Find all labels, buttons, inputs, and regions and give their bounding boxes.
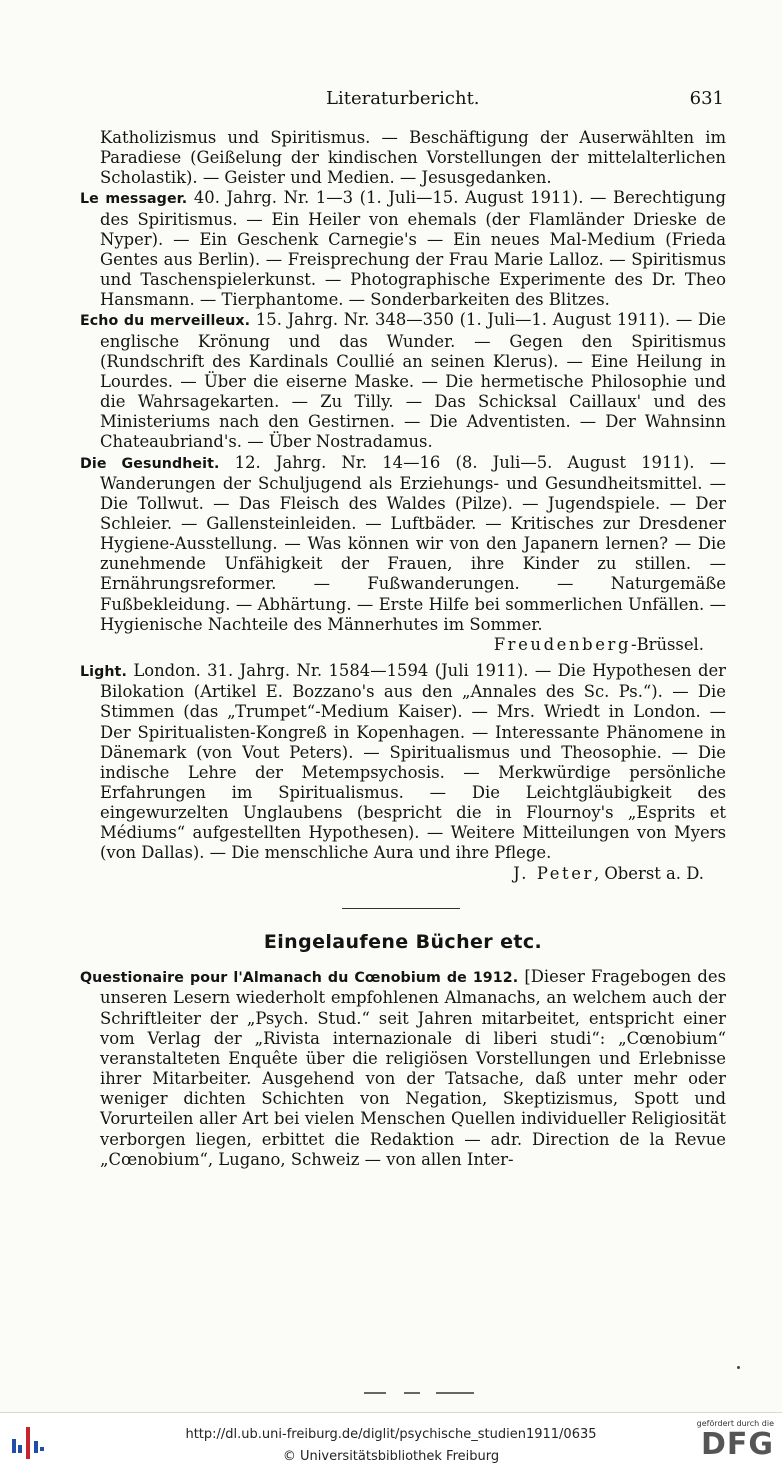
journal-name: Echo du merveilleux. <box>80 313 251 330</box>
entry-text: 12. Jahrg. Nr. 14—16 (8. Juli—5. August 1911). — Wanderungen der Schuljugend als Erziehungs- und Gesundheitsmittel. — Die Tollwut. — Das Fleisch des Waldes (Pilze). — Jugendspiele. — Der Schleier. — Gallensteinleiden. — Luftbäder. — Kritisches zur Dresdener Hygiene-Ausstellung. — Was können wir von den Japanern lernen? — Die zunehmende Unfähigkeit der Frauen, ihre Kinder zu stillen. — Ernährungsreformer. — Fußwanderungen. — Naturgemäße Fußbekleidung. — Abhärtung. — Erste Hilfe bei sommerlichen Unfällen. — Hygienische Nachteile des Männerhutes im Sommer. <box>100 452 726 634</box>
reviewer-name: J. Peter <box>513 863 594 883</box>
entry-text: [Dieser Fragebogen des unseren Lesern wiederholt empfohlenen Almanachs, an welchem auch der Schriftleiter der „Psych. Stud.“ seit Jahren mitarbeitet, entspricht einer vom Verlag der „Rivista internazionale di liberi studi“: „Cœnobium“ veranstalteten Enquête über die religiösen Vorstellungen und Erlebnisse ihrer Mitarbeiter. Ausgehend von der Tatsache, daß unter mehr oder weniger dichten Schichten von Negation, Skeptizismus, Spott und Vorurteilen aller Art bei vielen Menschen Quellen individueller Religiosität verborgen liegen, erbittet die Redaktion — adr. Direction de la Revue „Cœnobium“, Lugano, Schweiz — von allen Inter- <box>100 967 726 1169</box>
entry-text: Katholizismus und Spiritismus. — Beschäftigung der Auserwählten im Paradiese (Geißelung der kindischen Vorstellungen der mittelalterlichen Scholastik). — Geister und Medien. — Jesusgedanken. <box>100 128 726 188</box>
entry-die-gesundheit <box>80 453 726 635</box>
section-divider <box>342 908 460 910</box>
dfg-logo-text: DFG <box>700 1427 774 1462</box>
reviewer-name: Freudenberg <box>493 634 632 654</box>
running-header <box>80 88 724 114</box>
page-number: 631 <box>689 88 724 109</box>
entry-text: 40. Jahrg. Nr. 1—3 (1. Juli—15. August 1911). — Berechtigung des Spiritismus. — Ein Heiler von ehemals (der Flamländer Drieske de Nyper). — Ein Geschenk Carnegie's — Ein neues Mal-Medium (Frieda Gentes aus Berlin). — Freisprechung der Frau Marie Lalloz. — Spiritismus und Taschenspielerkunst. — Photographische Experimente des Dr. Theo Hansmann. — Tierphantome. — Sonderbarkeiten des Blitzes. <box>100 188 726 310</box>
viewer-footer <box>0 1412 782 1470</box>
bottom-marks <box>364 1392 484 1394</box>
entry-echo-du-merveilleux <box>80 310 726 452</box>
entry-text: 15. Jahrg. Nr. 348—350 (1. Juli—1. August 1911). — Die englische Krönung und das Wunder. — Gegen den Spiritismus (Rundschrift des Kardinals Coullié an seinen Klerus). — Eine Heilung in Lourdes. — Über die eiserne Maske. — Die hermetische Philosophie und die Wahrsagekarten. — Zu Tilly. — Das Schicksal Caillaux' und des Ministeriums nach den Gestirnen. — Die Adventisten. — Der Wahnsinn Chateaubriand's. — Über Nostradamus. <box>100 310 726 452</box>
book-title: Questionaire pour l'Almanach du Cœnobium de 1912. <box>80 970 519 987</box>
running-title: Literaturbericht. <box>326 88 480 109</box>
funder-caption: gefördert durch die <box>696 1419 774 1428</box>
section-heading: Eingelaufene Bücher etc. <box>263 931 543 954</box>
reviewer-rank: , Oberst a. D. <box>593 863 704 883</box>
continued-paragraph <box>80 128 726 188</box>
body-text <box>80 128 726 1170</box>
document-url-link[interactable]: http://dl.ub.uni-freiburg.de/diglit/psychische_studien1911/0635 <box>185 1427 597 1442</box>
entry-le-messager <box>80 188 726 310</box>
scan-speck <box>737 1366 740 1369</box>
reviewer-signature <box>80 635 726 655</box>
dfg-logo <box>696 1419 774 1467</box>
journal-name: Die Gesundheit. <box>80 455 220 472</box>
entry-text: London. 31. Jahrg. Nr. 1584—1594 (Juli 1911). — Die Hypothesen der Bilokation (Artikel E. Bozzano's aus den „Annales des Sc. Ps.“). — Die Stimmen (das „Trumpet“-Medium Kaiser). — Mrs. Wriedt in London. — Der Spiritualisten-Kongreß in Kopenhagen. — Interessante Phänomene in Dänemark (von Vout Peters). — Spiritualismus und Theosophie. — Die indische Lehre der Metempsychosis. — Merkwürdige persönliche Erfahrungen im Spiritualismus. — Die Leichtgläubigkeit des eingewurzelten Unglaubens (bespricht die in Flournoy's „Esprits et Médiums“ aufgestellten Hypothesen). — Weitere Mitteilungen von Myers (von Dallas). — Die menschliche Aura und ihre Pflege. <box>100 661 726 863</box>
journal-name: Le messager. <box>80 191 188 208</box>
reviewer-place: -Brüssel. <box>631 634 704 654</box>
entry-light <box>80 661 726 864</box>
copyright-notice: © Universitätsbibliothek Freiburg <box>282 1449 500 1464</box>
reviewer-signature <box>80 864 726 884</box>
journal-name: Light. <box>80 664 127 681</box>
entry-coenobium <box>80 967 726 1170</box>
